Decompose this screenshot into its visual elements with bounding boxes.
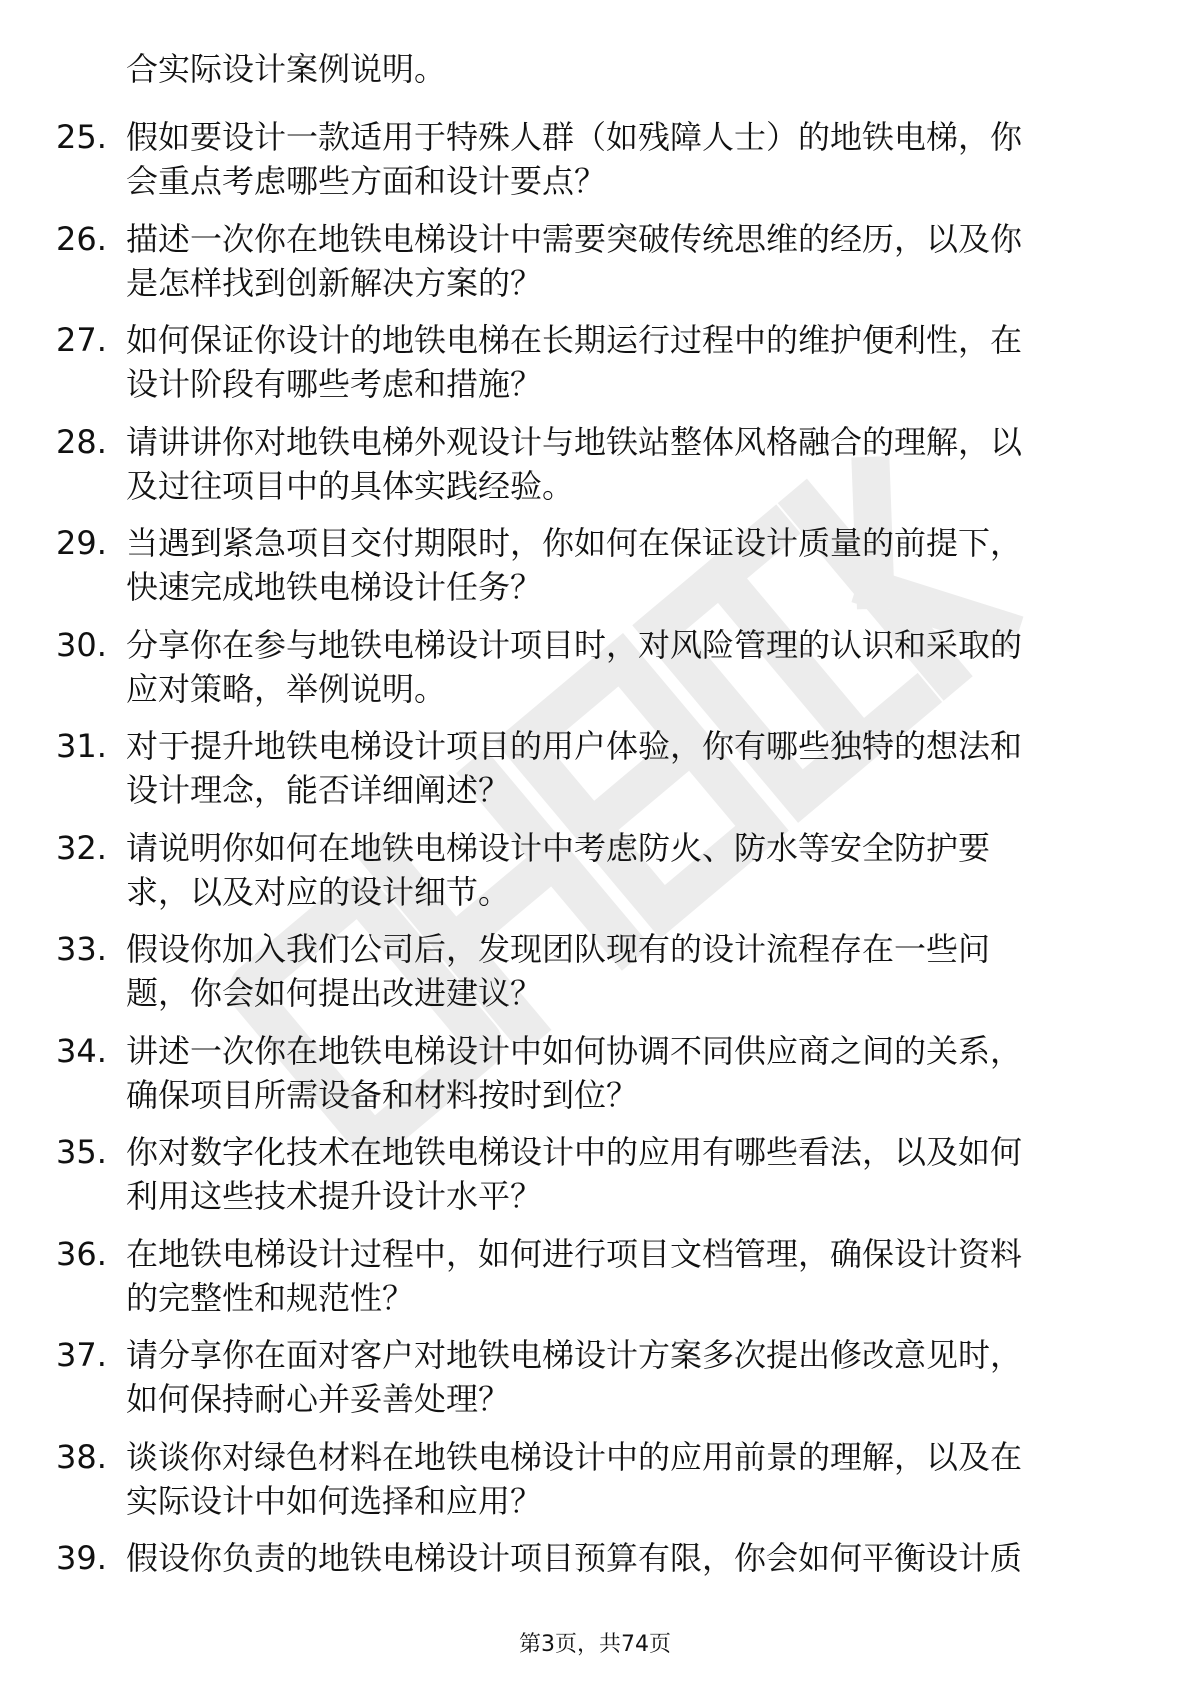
question-number: 36. bbox=[56, 1234, 107, 1273]
question-item bbox=[0, 1232, 1190, 1334]
question-number: 38. bbox=[56, 1437, 107, 1476]
question-number: 28. bbox=[56, 422, 107, 461]
question-item bbox=[0, 927, 1190, 1029]
question-item bbox=[0, 826, 1190, 928]
question-text bbox=[126, 1130, 1126, 1218]
question-number: 35. bbox=[56, 1133, 107, 1171]
question-number: 37. bbox=[56, 1336, 107, 1374]
question-number: 39. bbox=[56, 1539, 107, 1577]
question-text-line: 讲述一次你在地铁电梯设计中如何协调不同供应商之间的关系， bbox=[126, 1031, 1023, 1070]
question-text bbox=[126, 623, 1126, 711]
question-text-line: 如何保持耐心并妥善处理？ bbox=[126, 1380, 511, 1418]
question-item bbox=[0, 217, 1190, 319]
question-text bbox=[126, 1232, 1126, 1320]
question-text bbox=[126, 1435, 1126, 1523]
question-item bbox=[0, 623, 1190, 725]
question-text-line: 谈谈你对绿色材料在地铁电梯设计中的应用前景的理解，以及在 bbox=[126, 1437, 1023, 1476]
question-item bbox=[0, 1536, 1190, 1638]
question-text bbox=[126, 1029, 1126, 1117]
continuation-text: 合实际设计案例说明。 bbox=[126, 50, 447, 88]
question-text-line: 假设你负责的地铁电梯设计项目预算有限，你会如何平衡设计质 bbox=[126, 1539, 1023, 1577]
question-number: 31. bbox=[56, 727, 107, 765]
question-text-line: 对于提升地铁电梯设计项目的用户体验，你有哪些独特的想法和 bbox=[126, 727, 1023, 765]
question-text bbox=[126, 115, 1126, 203]
question-text-line: 描述一次你在地铁电梯设计中需要突破传统思维的经历，以及你 bbox=[126, 219, 1023, 258]
question-text-line: 请讲讲你对地铁电梯外观设计与地铁站整体风格融合的理解，以 bbox=[126, 422, 1023, 461]
question-number: 27. bbox=[56, 321, 107, 359]
question-list bbox=[0, 115, 1190, 1638]
question-text-line: 确保项目所需设备和材料按时到位？ bbox=[126, 1075, 639, 1114]
question-text-line: 请分享你在面对客户对地铁电梯设计方案多次提出修改意见时， bbox=[126, 1336, 1023, 1374]
question-item bbox=[0, 318, 1190, 420]
question-text-line: 设计阶段有哪些考虑和措施？ bbox=[126, 365, 543, 403]
question-number: 32. bbox=[56, 828, 107, 867]
question-number: 33. bbox=[56, 930, 107, 968]
question-text-line: 分享你在参与地铁电梯设计项目时，对风险管理的认识和采取的 bbox=[126, 625, 1023, 664]
question-text-line: 应对策略，举例说明。 bbox=[126, 669, 447, 708]
question-text-line: 题，你会如何提出改进建议？ bbox=[126, 974, 543, 1012]
question-text-line: 设计理念，能否详细阐述？ bbox=[126, 771, 511, 809]
question-text bbox=[126, 927, 1126, 1015]
question-text-line: 如何保证你设计的地铁电梯在长期运行过程中的维护便利性，在 bbox=[126, 321, 1023, 359]
question-text-line: 在地铁电梯设计过程中，如何进行项目文档管理，确保设计资料 bbox=[126, 1234, 1023, 1273]
question-text-line: 是怎样找到创新解决方案的？ bbox=[126, 263, 543, 302]
question-item bbox=[0, 724, 1190, 826]
question-item bbox=[0, 115, 1190, 217]
question-text-line: 你对数字化技术在地铁电梯设计中的应用有哪些看法，以及如何 bbox=[126, 1133, 1023, 1171]
question-number: 29. bbox=[56, 524, 107, 562]
page-number: 第3页，共74页 bbox=[519, 1632, 671, 1657]
question-text-line: 快速完成地铁电梯设计任务？ bbox=[126, 568, 543, 606]
question-text bbox=[126, 1536, 1126, 1580]
question-text-line: 请说明你如何在地铁电梯设计中考虑防火、防水等安全防护要 bbox=[126, 828, 991, 867]
question-text-line: 假设你加入我们公司后，发现团队现有的设计流程存在一些问 bbox=[126, 930, 991, 968]
question-item bbox=[0, 521, 1190, 623]
question-text-line: 及过往项目中的具体实践经验。 bbox=[126, 466, 575, 505]
question-text-line: 实际设计中如何选择和应用？ bbox=[126, 1481, 543, 1520]
question-item bbox=[0, 420, 1190, 522]
question-text bbox=[126, 724, 1126, 812]
question-text-line: 求，以及对应的设计细节。 bbox=[126, 872, 511, 911]
question-text-line: 的完整性和规范性？ bbox=[126, 1278, 415, 1317]
question-text-line: 假如要设计一款适用于特殊人群（如残障人士）的地铁电梯，你 bbox=[126, 118, 1023, 156]
question-text-line: 当遇到紧急项目交付期限时，你如何在保证设计质量的前提下， bbox=[126, 524, 1023, 562]
question-text bbox=[126, 318, 1126, 406]
question-item bbox=[0, 1333, 1190, 1435]
question-text bbox=[126, 826, 1126, 914]
question-text bbox=[126, 420, 1126, 508]
question-number: 30. bbox=[56, 625, 107, 664]
question-text bbox=[126, 1333, 1126, 1421]
question-text-line: 利用这些技术提升设计水平？ bbox=[126, 1177, 543, 1215]
question-text bbox=[126, 521, 1126, 609]
question-number: 34. bbox=[56, 1031, 107, 1070]
question-item bbox=[0, 1029, 1190, 1131]
question-number: 26. bbox=[56, 219, 107, 258]
question-text bbox=[126, 217, 1126, 305]
question-item bbox=[0, 1435, 1190, 1537]
question-text-line: 会重点考虑哪些方面和设计要点？ bbox=[126, 162, 607, 200]
question-item bbox=[0, 1130, 1190, 1232]
question-number: 25. bbox=[56, 118, 107, 156]
